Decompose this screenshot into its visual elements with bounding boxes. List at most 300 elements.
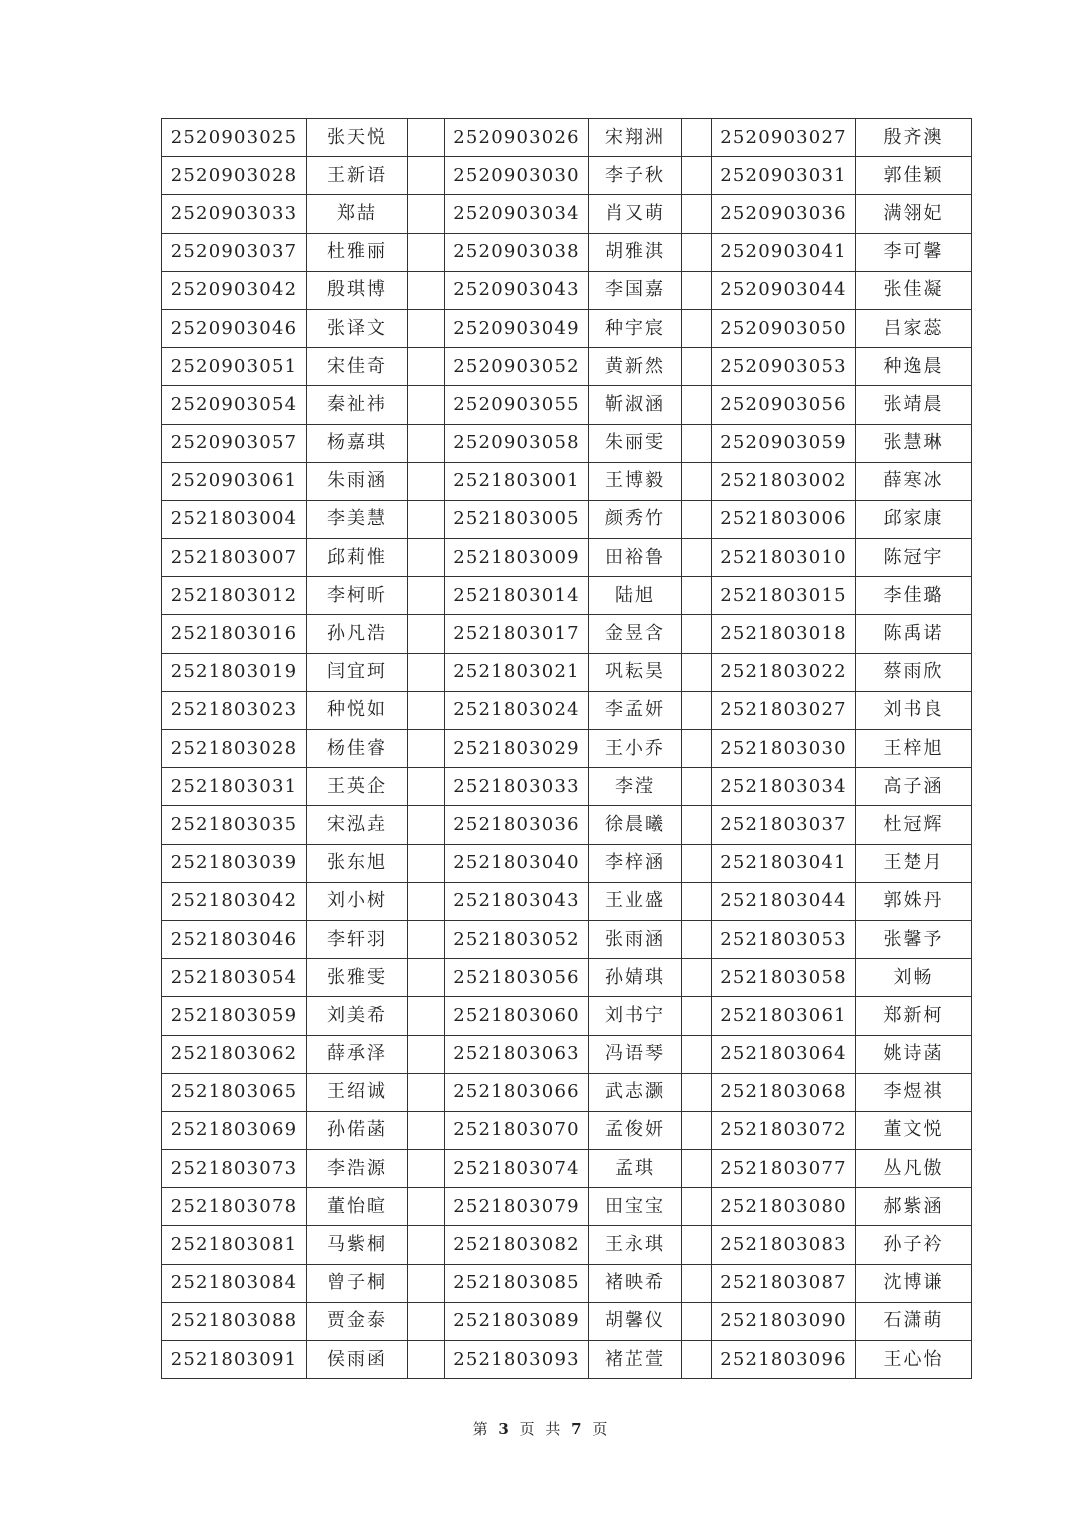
student-id-cell: 2521803065: [162, 1073, 307, 1111]
spacer-cell: [408, 271, 445, 309]
student-name-cell: 田裕鲁: [589, 539, 682, 577]
student-id-cell: 2521803010: [712, 539, 856, 577]
table-row: [162, 500, 972, 538]
table-row: [162, 959, 972, 997]
total-pages-number: 7: [571, 1420, 582, 1438]
student-name-cell: 胡雅淇: [589, 233, 682, 271]
spacer-cell: [408, 424, 445, 462]
student-name-cell: 薛寒冰: [856, 462, 972, 500]
student-name-cell: 王新语: [307, 157, 408, 195]
table-row: [162, 1111, 972, 1149]
spacer-cell: [682, 271, 712, 309]
table-row: [162, 233, 972, 271]
spacer-cell: [408, 577, 445, 615]
student-id-cell: 2521803085: [445, 1264, 589, 1302]
table-row: [162, 271, 972, 309]
student-id-cell: 2521803077: [712, 1150, 856, 1188]
student-name-cell: 董文悦: [856, 1111, 972, 1149]
student-id-cell: 2521803068: [712, 1073, 856, 1111]
student-id-cell: 2521803002: [712, 462, 856, 500]
table-row: [162, 1226, 972, 1264]
student-id-cell: 2521803004: [162, 500, 307, 538]
student-name-cell: 李美慧: [307, 500, 408, 538]
student-id-cell: 2520903030: [445, 157, 589, 195]
student-id-cell: 2521803072: [712, 1111, 856, 1149]
student-id-cell: 2521803031: [162, 768, 307, 806]
student-id-cell: 2520903026: [445, 119, 589, 157]
student-id-cell: 2520903033: [162, 195, 307, 233]
student-id-cell: 2521803081: [162, 1226, 307, 1264]
spacer-cell: [408, 157, 445, 195]
student-id-cell: 2521803028: [162, 730, 307, 768]
student-id-cell: 2521803082: [445, 1226, 589, 1264]
student-name-cell: 种逸晨: [856, 348, 972, 386]
spacer-cell: [408, 730, 445, 768]
student-name-cell: 张馨予: [856, 920, 972, 958]
spacer-cell: [408, 959, 445, 997]
spacer-cell: [408, 1226, 445, 1264]
student-name-cell: 宋佳奇: [307, 348, 408, 386]
spacer-cell: [408, 1111, 445, 1149]
student-name-cell: 李国嘉: [589, 271, 682, 309]
student-name-cell: 郑新柯: [856, 997, 972, 1035]
spacer-cell: [408, 882, 445, 920]
student-id-cell: 2520903034: [445, 195, 589, 233]
student-id-cell: 2521803059: [162, 997, 307, 1035]
spacer-cell: [408, 920, 445, 958]
spacer-cell: [682, 1226, 712, 1264]
student-name-cell: 冯语琴: [589, 1035, 682, 1073]
student-name-cell: 杜冠辉: [856, 806, 972, 844]
student-id-cell: 2521803016: [162, 615, 307, 653]
student-name-cell: 姚诗菡: [856, 1035, 972, 1073]
student-name-cell: 丛凡傲: [856, 1150, 972, 1188]
spacer-cell: [408, 653, 445, 691]
spacer-cell: [408, 386, 445, 424]
spacer-cell: [682, 997, 712, 1035]
student-id-cell: 2521803090: [712, 1302, 856, 1340]
student-name-cell: 陈禹诺: [856, 615, 972, 653]
student-name-cell: 沈博谦: [856, 1264, 972, 1302]
student-name-cell: 张译文: [307, 309, 408, 347]
spacer-cell: [682, 768, 712, 806]
spacer-cell: [408, 615, 445, 653]
student-id-cell: 2521803052: [445, 920, 589, 958]
student-name-cell: 孙偌菡: [307, 1111, 408, 1149]
student-id-cell: 2520903061: [162, 462, 307, 500]
student-name-cell: 殷琪博: [307, 271, 408, 309]
student-id-cell: 2521803053: [712, 920, 856, 958]
spacer-cell: [408, 119, 445, 157]
student-name-cell: 王永琪: [589, 1226, 682, 1264]
table-row: [162, 1188, 972, 1226]
student-id-cell: 2520903050: [712, 309, 856, 347]
table-row: [162, 386, 972, 424]
student-name-cell: 张雨涵: [589, 920, 682, 958]
student-name-cell: 种悦如: [307, 691, 408, 729]
spacer-cell: [682, 195, 712, 233]
table-row: [162, 768, 972, 806]
student-name-cell: 董怡暄: [307, 1188, 408, 1226]
spacer-cell: [682, 653, 712, 691]
table-row: [162, 730, 972, 768]
spacer-cell: [408, 500, 445, 538]
student-name-cell: 张佳凝: [856, 271, 972, 309]
student-name-cell: 宋泓垚: [307, 806, 408, 844]
student-name-cell: 薛承泽: [307, 1035, 408, 1073]
student-id-cell: 2521803021: [445, 653, 589, 691]
student-id-cell: 2521803014: [445, 577, 589, 615]
student-name-cell: 王博毅: [589, 462, 682, 500]
table-row: [162, 844, 972, 882]
student-name-cell: 曾子桐: [307, 1264, 408, 1302]
student-id-cell: 2521803012: [162, 577, 307, 615]
student-id-cell: 2520903046: [162, 309, 307, 347]
student-name-cell: 张东旭: [307, 844, 408, 882]
spacer-cell: [682, 691, 712, 729]
spacer-cell: [682, 500, 712, 538]
spacer-cell: [682, 119, 712, 157]
student-id-cell: 2521803044: [712, 882, 856, 920]
student-name-cell: 李孟妍: [589, 691, 682, 729]
student-id-cell: 2520903049: [445, 309, 589, 347]
student-id-cell: 2521803080: [712, 1188, 856, 1226]
student-id-cell: 2520903059: [712, 424, 856, 462]
student-id-cell: 2521803036: [445, 806, 589, 844]
student-id-cell: 2521803034: [712, 768, 856, 806]
student-name-cell: 殷齐澳: [856, 119, 972, 157]
student-name-cell: 贾金泰: [307, 1302, 408, 1340]
student-name-cell: 武志灏: [589, 1073, 682, 1111]
student-id-cell: 2521803073: [162, 1150, 307, 1188]
student-id-cell: 2521803089: [445, 1302, 589, 1340]
spacer-cell: [408, 233, 445, 271]
student-name-cell: 李可馨: [856, 233, 972, 271]
student-id-cell: 2521803024: [445, 691, 589, 729]
spacer-cell: [682, 157, 712, 195]
student-name-cell: 杨佳睿: [307, 730, 408, 768]
student-name-cell: 金昱含: [589, 615, 682, 653]
spacer-cell: [682, 1302, 712, 1340]
student-name-cell: 张天悦: [307, 119, 408, 157]
spacer-cell: [408, 844, 445, 882]
student-id-cell: 2521803070: [445, 1111, 589, 1149]
student-id-cell: 2520903053: [712, 348, 856, 386]
student-id-cell: 2520903028: [162, 157, 307, 195]
student-id-cell: 2520903058: [445, 424, 589, 462]
table-row: [162, 1264, 972, 1302]
student-name-cell: 李浩源: [307, 1150, 408, 1188]
table-row: [162, 348, 972, 386]
student-name-cell: 李轩羽: [307, 920, 408, 958]
spacer-cell: [682, 1188, 712, 1226]
spacer-cell: [408, 1188, 445, 1226]
student-id-cell: 2521803005: [445, 500, 589, 538]
student-name-cell: 张雅雯: [307, 959, 408, 997]
student-id-cell: 2521803015: [712, 577, 856, 615]
student-id-cell: 2521803009: [445, 539, 589, 577]
student-name-cell: 李滢: [589, 768, 682, 806]
student-name-cell: 郭姝丹: [856, 882, 972, 920]
table-row: [162, 691, 972, 729]
student-name-cell: 李煜祺: [856, 1073, 972, 1111]
student-id-cell: 2521803063: [445, 1035, 589, 1073]
table-row: [162, 1302, 972, 1340]
student-id-cell: 2521803042: [162, 882, 307, 920]
spacer-cell: [408, 691, 445, 729]
spacer-cell: [682, 577, 712, 615]
spacer-cell: [682, 309, 712, 347]
student-name-cell: 胡馨仪: [589, 1302, 682, 1340]
student-id-cell: 2521803078: [162, 1188, 307, 1226]
student-id-cell: 2521803023: [162, 691, 307, 729]
table-row: [162, 577, 972, 615]
student-id-cell: 2521803064: [712, 1035, 856, 1073]
student-id-cell: 2520903051: [162, 348, 307, 386]
student-name-cell: 张靖晨: [856, 386, 972, 424]
table-row: [162, 1341, 972, 1379]
student-name-cell: 侯雨函: [307, 1341, 408, 1379]
student-name-cell: 蔡雨欣: [856, 653, 972, 691]
student-id-cell: 2521803017: [445, 615, 589, 653]
student-id-cell: 2521803088: [162, 1302, 307, 1340]
spacer-cell: [682, 1073, 712, 1111]
table-row: [162, 195, 972, 233]
student-id-cell: 2521803018: [712, 615, 856, 653]
student-id-cell: 2521803030: [712, 730, 856, 768]
student-name-cell: 王绍诚: [307, 1073, 408, 1111]
student-id-cell: 2521803037: [712, 806, 856, 844]
student-id-cell: 2521803039: [162, 844, 307, 882]
student-id-cell: 2521803054: [162, 959, 307, 997]
student-name-cell: 邱家康: [856, 500, 972, 538]
student-id-cell: 2521803006: [712, 500, 856, 538]
student-name-cell: 郝紫涵: [856, 1188, 972, 1226]
student-name-cell: 褚映希: [589, 1264, 682, 1302]
student-id-cell: 2521803029: [445, 730, 589, 768]
student-name-cell: 巩耘昊: [589, 653, 682, 691]
student-name-cell: 刘书良: [856, 691, 972, 729]
spacer-cell: [682, 539, 712, 577]
spacer-cell: [682, 1111, 712, 1149]
table-row: [162, 882, 972, 920]
spacer-cell: [682, 1150, 712, 1188]
table-row: [162, 615, 972, 653]
spacer-cell: [408, 462, 445, 500]
spacer-cell: [408, 806, 445, 844]
student-id-cell: 2521803083: [712, 1226, 856, 1264]
student-id-cell: 2520903054: [162, 386, 307, 424]
student-id-cell: 2521803033: [445, 768, 589, 806]
student-name-cell: 孟俊妍: [589, 1111, 682, 1149]
student-id-cell: 2521803061: [712, 997, 856, 1035]
student-id-cell: 2520903036: [712, 195, 856, 233]
spacer-cell: [682, 882, 712, 920]
spacer-cell: [682, 233, 712, 271]
student-name-cell: 刘美希: [307, 997, 408, 1035]
spacer-cell: [682, 1341, 712, 1379]
student-name-cell: 秦祉祎: [307, 386, 408, 424]
spacer-cell: [682, 386, 712, 424]
student-id-cell: 2520903027: [712, 119, 856, 157]
student-id-cell: 2520903043: [445, 271, 589, 309]
student-id-cell: 2520903042: [162, 271, 307, 309]
student-id-cell: 2520903025: [162, 119, 307, 157]
student-name-cell: 李佳璐: [856, 577, 972, 615]
student-name-cell: 孙婧琪: [589, 959, 682, 997]
student-name-cell: 郭佳颖: [856, 157, 972, 195]
student-name-cell: 宋翔洲: [589, 119, 682, 157]
student-name-cell: 刘书宁: [589, 997, 682, 1035]
student-id-cell: 2520903055: [445, 386, 589, 424]
spacer-cell: [408, 195, 445, 233]
student-name-cell: 靳淑涵: [589, 386, 682, 424]
student-id-cell: 2521803074: [445, 1150, 589, 1188]
spacer-cell: [408, 309, 445, 347]
student-name-cell: 种宇宸: [589, 309, 682, 347]
spacer-cell: [682, 462, 712, 500]
student-name-cell: 王心怡: [856, 1341, 972, 1379]
table-row: [162, 997, 972, 1035]
spacer-cell: [682, 424, 712, 462]
spacer-cell: [408, 1073, 445, 1111]
student-name-cell: 黄新然: [589, 348, 682, 386]
student-name-cell: 王英企: [307, 768, 408, 806]
spacer-cell: [408, 539, 445, 577]
student-name-cell: 闫宜珂: [307, 653, 408, 691]
student-id-cell: 2521803027: [712, 691, 856, 729]
table-row: [162, 462, 972, 500]
student-name-cell: 杜雅丽: [307, 233, 408, 271]
current-page-number: 3: [498, 1420, 509, 1438]
student-id-cell: 2521803035: [162, 806, 307, 844]
student-name-cell: 田宝宝: [589, 1188, 682, 1226]
student-name-cell: 刘小树: [307, 882, 408, 920]
spacer-cell: [408, 1341, 445, 1379]
student-name-cell: 刘畅: [856, 959, 972, 997]
student-id-cell: 2521803069: [162, 1111, 307, 1149]
student-name-cell: 褚芷萱: [589, 1341, 682, 1379]
student-name-cell: 朱雨涵: [307, 462, 408, 500]
footer-middle: 页 共: [519, 1420, 561, 1438]
student-id-cell: 2521803091: [162, 1341, 307, 1379]
spacer-cell: [682, 806, 712, 844]
student-name-cell: 孟琪: [589, 1150, 682, 1188]
student-id-cell: 2521803060: [445, 997, 589, 1035]
student-id-cell: 2521803096: [712, 1341, 856, 1379]
student-id-cell: 2520903044: [712, 271, 856, 309]
spacer-cell: [682, 730, 712, 768]
student-id-cell: 2521803062: [162, 1035, 307, 1073]
student-name-cell: 肖又萌: [589, 195, 682, 233]
spacer-cell: [408, 1150, 445, 1188]
student-id-cell: 2520903037: [162, 233, 307, 271]
spacer-cell: [682, 959, 712, 997]
spacer-cell: [682, 1035, 712, 1073]
student-id-cell: 2521803019: [162, 653, 307, 691]
student-name-cell: 颜秀竹: [589, 500, 682, 538]
page-footer: [0, 1418, 1080, 1439]
student-name-cell: 邱莉惟: [307, 539, 408, 577]
student-name-cell: 王业盛: [589, 882, 682, 920]
spacer-cell: [682, 1264, 712, 1302]
student-name-cell: 郑喆: [307, 195, 408, 233]
student-id-cell: 2521803087: [712, 1264, 856, 1302]
student-name-cell: 陆旭: [589, 577, 682, 615]
student-id-cell: 2520903057: [162, 424, 307, 462]
student-id-cell: 2521803093: [445, 1341, 589, 1379]
student-name-cell: 张慧琳: [856, 424, 972, 462]
student-id-cell: 2520903041: [712, 233, 856, 271]
student-name-cell: 李柯昕: [307, 577, 408, 615]
spacer-cell: [408, 997, 445, 1035]
spacer-cell: [682, 348, 712, 386]
student-id-cell: 2521803022: [712, 653, 856, 691]
student-name-cell: 孙子衿: [856, 1226, 972, 1264]
student-name-cell: 王小乔: [589, 730, 682, 768]
student-name-cell: 王楚月: [856, 844, 972, 882]
student-id-cell: 2521803079: [445, 1188, 589, 1226]
spacer-cell: [682, 844, 712, 882]
student-id-cell: 2521803007: [162, 539, 307, 577]
student-id-cell: 2521803066: [445, 1073, 589, 1111]
student-name-cell: 高子涵: [856, 768, 972, 806]
table-row: [162, 920, 972, 958]
table-row: [162, 1035, 972, 1073]
student-list-table: [161, 118, 972, 1379]
student-id-cell: 2521803058: [712, 959, 856, 997]
footer-prefix: 第: [472, 1420, 488, 1438]
student-name-cell: 孙凡浩: [307, 615, 408, 653]
spacer-cell: [408, 768, 445, 806]
footer-suffix: 页: [592, 1420, 608, 1438]
student-name-cell: 徐晨曦: [589, 806, 682, 844]
spacer-cell: [682, 920, 712, 958]
student-name-cell: 王梓旭: [856, 730, 972, 768]
table-row: [162, 653, 972, 691]
table-row: [162, 1073, 972, 1111]
table-row: [162, 806, 972, 844]
student-name-cell: 朱丽雯: [589, 424, 682, 462]
student-id-cell: 2520903038: [445, 233, 589, 271]
student-id-cell: 2521803001: [445, 462, 589, 500]
spacer-cell: [408, 348, 445, 386]
student-id-cell: 2520903052: [445, 348, 589, 386]
student-name-cell: 李梓涵: [589, 844, 682, 882]
student-name-cell: 吕家蕊: [856, 309, 972, 347]
student-name-cell: 满翎妃: [856, 195, 972, 233]
table-row: [162, 309, 972, 347]
student-id-cell: 2521803084: [162, 1264, 307, 1302]
spacer-cell: [408, 1264, 445, 1302]
student-id-cell: 2521803041: [712, 844, 856, 882]
student-id-cell: 2520903031: [712, 157, 856, 195]
table-row: [162, 424, 972, 462]
student-id-cell: 2521803043: [445, 882, 589, 920]
student-name-cell: 陈冠宇: [856, 539, 972, 577]
student-name-cell: 李子秋: [589, 157, 682, 195]
student-id-cell: 2521803040: [445, 844, 589, 882]
student-id-cell: 2521803046: [162, 920, 307, 958]
student-name-cell: 马紫桐: [307, 1226, 408, 1264]
table-body: [162, 119, 972, 1379]
spacer-cell: [682, 615, 712, 653]
spacer-cell: [408, 1302, 445, 1340]
table-row: [162, 539, 972, 577]
table-row: [162, 119, 972, 157]
student-id-cell: 2521803056: [445, 959, 589, 997]
student-id-cell: 2520903056: [712, 386, 856, 424]
